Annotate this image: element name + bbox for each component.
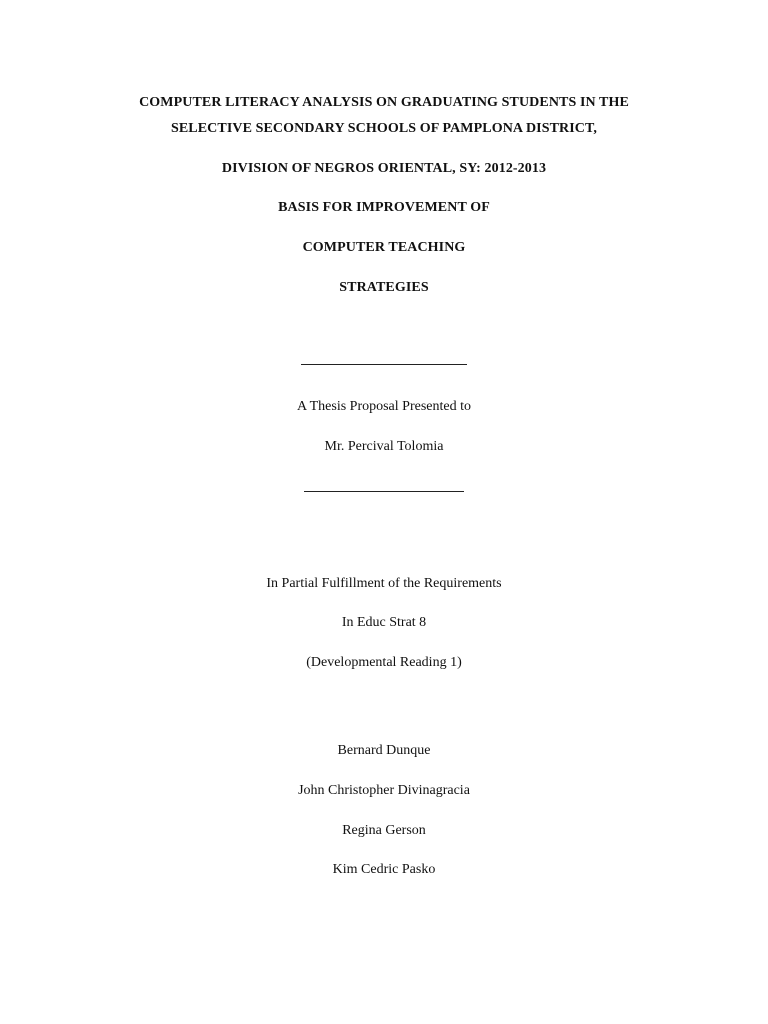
title-line-6: STRATEGIES — [339, 280, 429, 295]
title-line-2: SELECTIVE SECONDARY SCHOOLS OF PAMPLONA DISTRICT, — [170, 121, 598, 136]
fulfillment-line: In Partial Fulfillment of the Requirements — [266, 576, 502, 591]
presented-to-line: A Thesis Proposal Presented to — [297, 399, 471, 414]
title-line-4: BASIS FOR IMPROVEMENT OF — [278, 200, 490, 215]
title-line-1: COMPUTER LITERACY ANALYSIS ON GRADUATING STUDENTS IN THE — [139, 95, 629, 110]
adviser-name: Mr. Percival Tolomia — [324, 439, 444, 454]
course-subtitle-line: (Developmental Reading 1) — [306, 655, 462, 670]
author-name: John Christopher Divinagracia — [298, 783, 470, 798]
author-name: Kim Cedric Pasko — [332, 862, 436, 877]
course-line: In Educ Strat 8 — [341, 615, 427, 630]
author-name: Regina Gerson — [342, 823, 426, 838]
divider-rule-top — [301, 364, 467, 365]
title-line-3: DIVISION OF NEGROS ORIENTAL, SY: 2012-2013 — [221, 161, 547, 176]
title-line-5: COMPUTER TEACHING — [302, 240, 466, 255]
divider-rule-bottom — [304, 491, 464, 492]
author-name: Bernard Dunque — [337, 743, 431, 758]
